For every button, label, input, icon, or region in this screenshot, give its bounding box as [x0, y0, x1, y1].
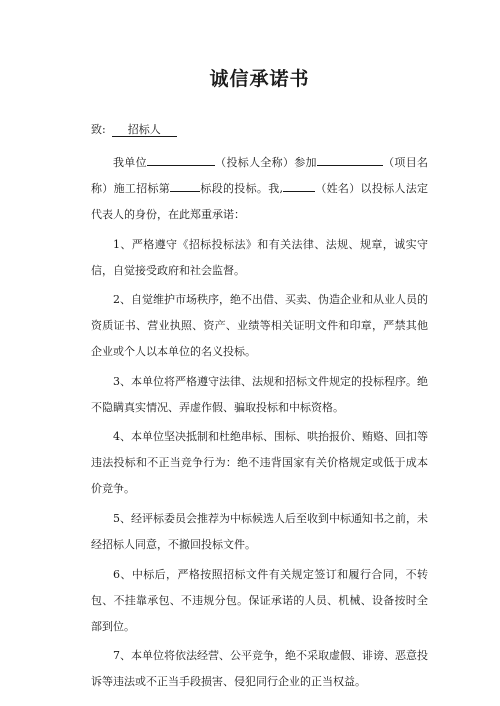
- commitment-item: 3、本单位将严格遵守法律、法规和招标文件规定的投标程序。绝不隐瞒真实情况、弄虚作假、骗取投标和中标资格。: [91, 374, 428, 414]
- section-number-blank: [170, 191, 200, 192]
- person-name-blank: [283, 191, 315, 192]
- commitment-item: 4、本单位坚决抵制和杜绝串标、围标、哄抬报价、贿赂、回扣等违法投标和不正当竞争行为：绝不违背国家有关价格规定或低于成本价竞争。: [91, 430, 428, 496]
- addressee-prefix: 致:: [91, 123, 106, 136]
- intro-part-2: （投标人全称）参加: [214, 156, 317, 169]
- commitment-item: 1、严格遵守《招标投标法》和有关法律、法规、规章，诚实守信，自觉接受政府和社会监督。: [91, 237, 428, 277]
- addressee-line: [91, 123, 428, 137]
- project-name-blank: [317, 165, 383, 166]
- commitment-item: 7、本单位将依法经营、公平竞争，绝不采取虚假、诽谤、恶意投诉等违法或不正当手段损害、侵犯同行企业的正当权益。: [91, 649, 428, 689]
- intro-part-3: （项目名称）施工招标第: [91, 156, 429, 195]
- document-title: 诚信承诺书: [209, 68, 310, 90]
- intro-part-4: 标段的投标。我,: [200, 182, 284, 195]
- bidder-name-blank: [147, 165, 215, 166]
- intro-part-1: 我单位: [113, 156, 147, 169]
- document-body: [91, 150, 428, 695]
- commitment-item: 2、自觉维护市场秩序，绝不出借、买卖、伪造企业和从业人员的资质证书、营业执照、资产、业绩等相关证明文件和印章，严禁其他企业或个人以本单位的名义投标。: [91, 293, 428, 359]
- addressee-name: 招标人: [112, 124, 177, 137]
- commitment-item: 5、经评标委员会推荐为中标候选人后至收到中标通知书之前，未经招标人同意，不撤回投标文件。: [91, 511, 428, 551]
- intro-part-5: （姓名）以投标人法定代表人的身份，在此郑重承诺：: [91, 182, 429, 221]
- intro-paragraph: [91, 150, 428, 228]
- commitment-item: 6、中标后，严格按照招标文件有关规定签订和履行合同，不转包、不挂靠承包、不违规分包。保证承诺的人员、机械、设备按时全部到位。: [91, 567, 428, 633]
